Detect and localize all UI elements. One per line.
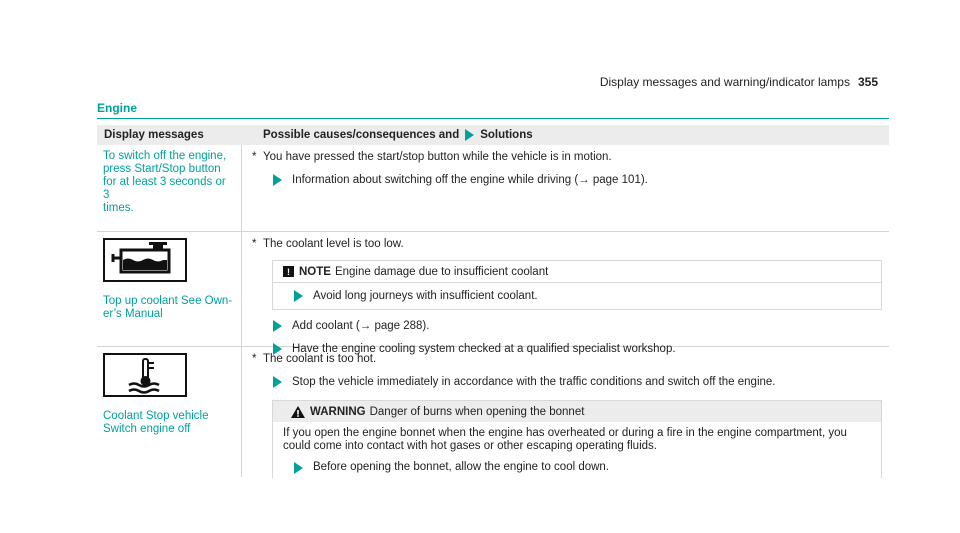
solution-arrow-icon: [273, 320, 282, 332]
table-header: [97, 125, 889, 145]
solution-step: Avoid long journeys with insufficient coolant.: [294, 289, 881, 303]
display-message: To switch off the engine, press Start/Stop button for at least 3 seconds or 3 times.: [97, 145, 242, 231]
solution-step: Stop the vehicle immediately in accordance with the traffic conditions and switch off the engine.: [273, 375, 889, 389]
note-label: NOTE: [299, 265, 331, 278]
table-row: [97, 145, 889, 232]
causes-solutions: * The coolant is too hot. Stop the vehicle immediately in accordance with the traffic conditions and switch off the engine. WARNING Danger of burns when opening the bonnet If you open the engine bonnet when the engine has overheated or during a fire in the engine compartment, you could come into contact with hot gases or other escaping operating fluids. Before opening the bonnet, allow the engine to cool down.: [242, 347, 889, 477]
page-reference-link[interactable]: Add coolant (→ page 288).: [292, 320, 430, 332]
note-text: Engine damage due to insufficient coolant: [334, 265, 549, 278]
col-header-causes-solutions: Possible causes/consequences and Solutions: [263, 129, 533, 141]
messages-table: [97, 125, 889, 477]
solution-arrow-icon: [273, 174, 282, 186]
page-reference-link[interactable]: Information about switching off the engine while driving (→ page 101).: [292, 174, 648, 186]
causes-solutions: * You have pressed the start/stop button while the vehicle is in motion. Information about switching off the engine while driving (→ page 101).: [242, 145, 889, 231]
solution-arrow-icon: [273, 376, 282, 388]
table-row: [97, 232, 889, 355]
solution-arrow-icon: [294, 462, 303, 474]
coolant-reservoir-icon: [103, 238, 187, 282]
solution-step: Have the engine cooling system checked at a qualified specialist workshop.: [273, 342, 889, 356]
solution-step: Before opening the bonnet, allow the engine to cool down.: [294, 461, 873, 474]
page-number: 355: [857, 75, 878, 89]
col-header-display-messages: Display messages: [104, 129, 204, 141]
note-box: [272, 260, 882, 310]
warning-label: WARNING: [310, 405, 366, 418]
coolant-temperature-icon: [103, 353, 187, 397]
solution-arrow-icon: [294, 290, 303, 302]
section-title: Engine: [97, 101, 138, 115]
running-title: Display messages and warning/indicator lamps: [599, 75, 850, 89]
solution-step: [273, 173, 889, 187]
warning-body: If you open the engine bonnet when the engine has overheated or during a fire in the engine compartment, you could come into contact with hot gases or other escaping operating fluids.: [283, 427, 847, 452]
section-rule: [97, 118, 889, 119]
solution-step: [273, 319, 889, 333]
warning-triangle-icon: [291, 406, 305, 418]
warning-box: [272, 400, 882, 478]
cause-text: You have pressed the start/stop button while the vehicle is in motion.: [263, 151, 612, 163]
solution-arrow-icon: [465, 129, 474, 141]
running-header: [600, 75, 878, 89]
cause-text: The coolant is too hot.: [263, 353, 377, 365]
exclamation-icon: !: [283, 266, 294, 277]
warning-text: Danger of burns when opening the bonnet: [369, 405, 585, 418]
table-row: [97, 347, 889, 477]
display-message: Coolant Stop vehicle Switch engine off: [97, 347, 242, 477]
cause-text: The coolant level is too low.: [263, 238, 404, 250]
causes-solutions: * The coolant level is too low. ! NOTE Engine damage due to insufficient coolant Avoid long journeys with insufficient coolant. Add coolant (→ page 288). Have the engine cooling system checked at a qualified specialist workshop.: [242, 232, 889, 346]
display-message: Top up coolant See Own- er’s Manual: [97, 232, 242, 346]
